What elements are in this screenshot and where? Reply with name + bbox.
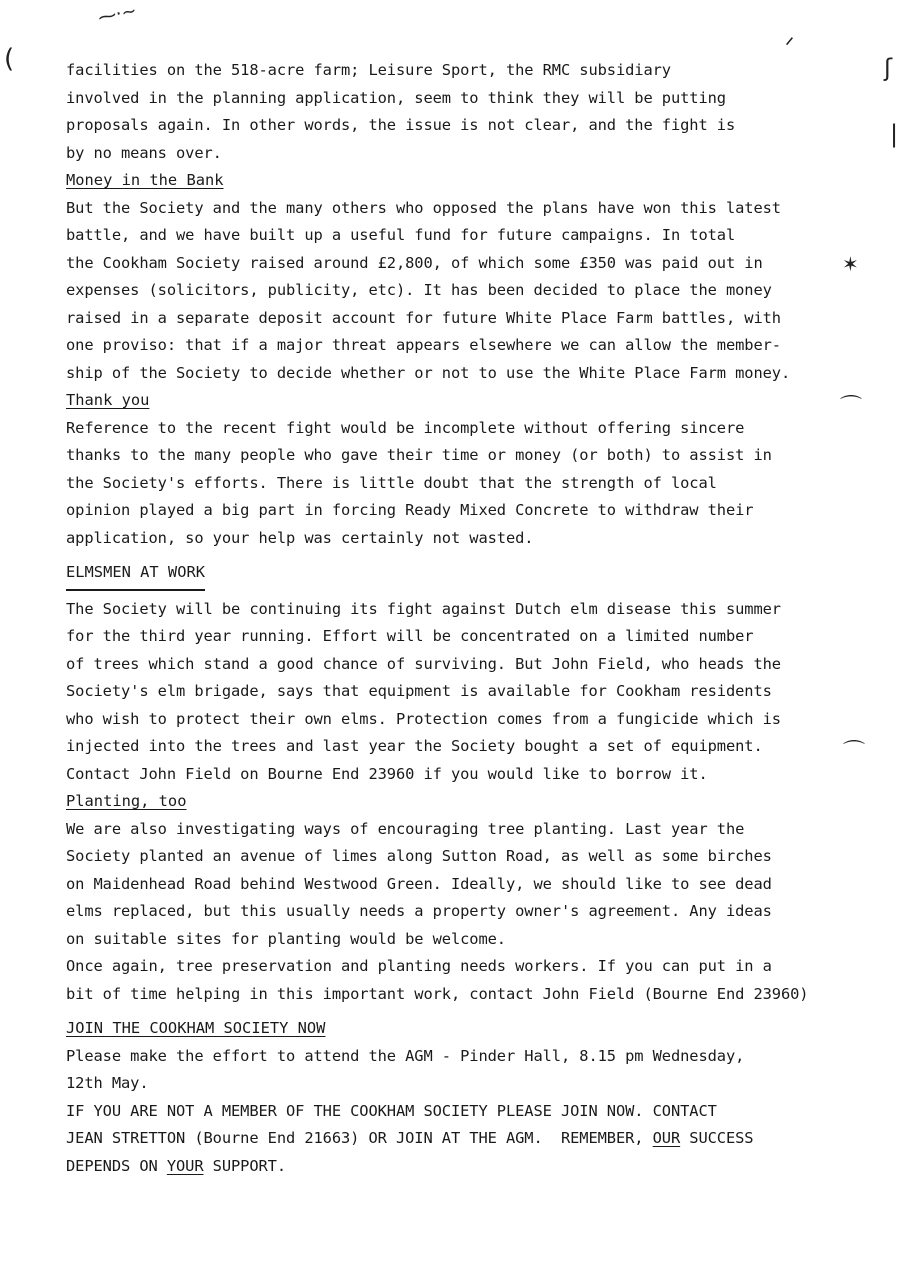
text-line: injected into the trees and last year the Society bought a set of equipment.	[66, 737, 763, 755]
text-line: involved in the planning application, seem to think they will be putting	[66, 88, 726, 107]
text-line: raised in a separate deposit account for future White Place Farm battles, with	[66, 308, 781, 327]
your-emphasis: YOUR	[166, 1156, 204, 1175]
elmsmen-section	[66, 559, 866, 788]
text-line: the Society's efforts. There is little doubt that the strength of local	[66, 473, 717, 492]
our-emphasis: OUR	[652, 1129, 681, 1147]
money-section	[66, 167, 866, 387]
margin-mark-right-3: |	[890, 120, 899, 148]
text-line: Please make the effort to attend the AGM - Pinder Hall, 8.15 pm Wednesday,	[66, 1046, 745, 1065]
text-line: Society planted an avenue of limes along Sutton Road, as well as some birches	[66, 847, 772, 865]
text-line: by no means over.	[66, 143, 222, 162]
margin-mark-right-5: ⌒	[840, 395, 863, 420]
text-line: ship of the Society to decide whether or not to use the White Place Farm money.	[66, 363, 791, 382]
text-segment: JEAN STRETTON (Bourne End 21663) OR JOIN AT THE AGM.	[66, 1129, 543, 1147]
text-line: thanks to the many people who gave their time or money (or both) to assist in	[66, 446, 772, 464]
intro-section	[66, 57, 866, 167]
section-heading-elmsmen	[66, 559, 866, 587]
text-line: who wish to protect their own elms. Protection comes from a fungicide which is	[66, 709, 781, 728]
margin-mark-right-1: ᐟ	[785, 34, 795, 59]
text-line: IF YOU ARE NOT A MEMBER OF THE COOKHAM SOCIETY PLEASE JOIN NOW. CONTACT	[66, 1101, 717, 1120]
text-line-with-remember	[66, 1125, 866, 1153]
text-line: The Society will be continuing its fight against Dutch elm disease this summer	[66, 599, 781, 618]
text-line: application, so your help was certainly not wasted.	[66, 528, 534, 547]
text-line: Once again, tree preservation and planting needs workers. If you can put in a	[66, 957, 772, 975]
margin-mark-right-6: ⌒	[843, 740, 866, 765]
text-line: the Cookham Society raised around £2,800, of which some £350 was paid out in	[66, 253, 763, 272]
section-heading-planting: Planting, too	[66, 792, 187, 810]
text-line: We are also investigating ways of encouraging tree planting. Last year the	[66, 819, 745, 838]
text-line: Reference to the recent fight would be incomplete without offering sincere	[66, 418, 745, 437]
section-heading-thanks: Thank you	[66, 391, 150, 409]
text-line: opinion played a big part in forcing Ready Mixed Concrete to withdraw their	[66, 501, 754, 519]
text-line: one proviso: that if a major threat appears elsewhere we can allow the member-	[66, 336, 781, 354]
margin-mark-left: (	[4, 44, 15, 74]
document-page	[66, 57, 866, 1180]
remember-text: REMEMBER,	[542, 1129, 653, 1147]
thanks-section	[66, 387, 866, 552]
text-line: of trees which stand a good chance of surviving. But John Field, who heads the	[66, 654, 781, 673]
margin-mark-right-2: ʃ	[884, 54, 893, 82]
join-section	[66, 1015, 866, 1180]
text-line: Contact John Field on Bourne End 23960 if you would like to borrow it.	[66, 764, 708, 783]
text-line: bit of time helping in this important work, contact John Field (Bourne End 23960)	[66, 984, 809, 1003]
text-segment: SUPPORT.	[203, 1156, 286, 1175]
elmsmen-heading-text: ELMSMEN AT WORK	[66, 559, 205, 591]
text-line: expenses (solicitors, publicity, etc). It has been decided to place the money	[66, 281, 772, 299]
scribble-mark-top: ⁓·~	[96, 0, 139, 29]
text-line: battle, and we have built up a useful fund for future campaigns. In total	[66, 226, 736, 244]
text-line: elms replaced, but this usually needs a property owner's agreement. Any ideas	[66, 902, 772, 920]
section-heading-join: JOIN THE COOKHAM SOCIETY NOW	[66, 1019, 326, 1037]
text-line-support	[66, 1153, 866, 1181]
text-line: for the third year running. Effort will be concentrated on a limited number	[66, 627, 754, 645]
text-segment: SUCCESS	[680, 1129, 754, 1147]
text-line: facilities on the 518-acre farm; Leisure Sport, the RMC subsidiary	[66, 61, 671, 79]
text-line: Society's elm brigade, says that equipment is available for Cookham residents	[66, 682, 772, 700]
text-line: on suitable sites for planting would be welcome.	[66, 929, 506, 948]
text-segment: DEPENDS ON	[66, 1156, 167, 1175]
text-line: on Maidenhead Road behind Westwood Green. Ideally, we should like to see dead	[66, 874, 772, 893]
text-line: 12th May.	[66, 1074, 149, 1092]
section-heading-money: Money in the Bank	[66, 171, 224, 189]
text-line: But the Society and the many others who opposed the plans have won this latest	[66, 198, 781, 217]
margin-mark-right-4: ✶	[842, 252, 859, 276]
text-line: proposals again. In other words, the issue is not clear, and the fight is	[66, 116, 736, 134]
planting-section	[66, 788, 866, 1008]
